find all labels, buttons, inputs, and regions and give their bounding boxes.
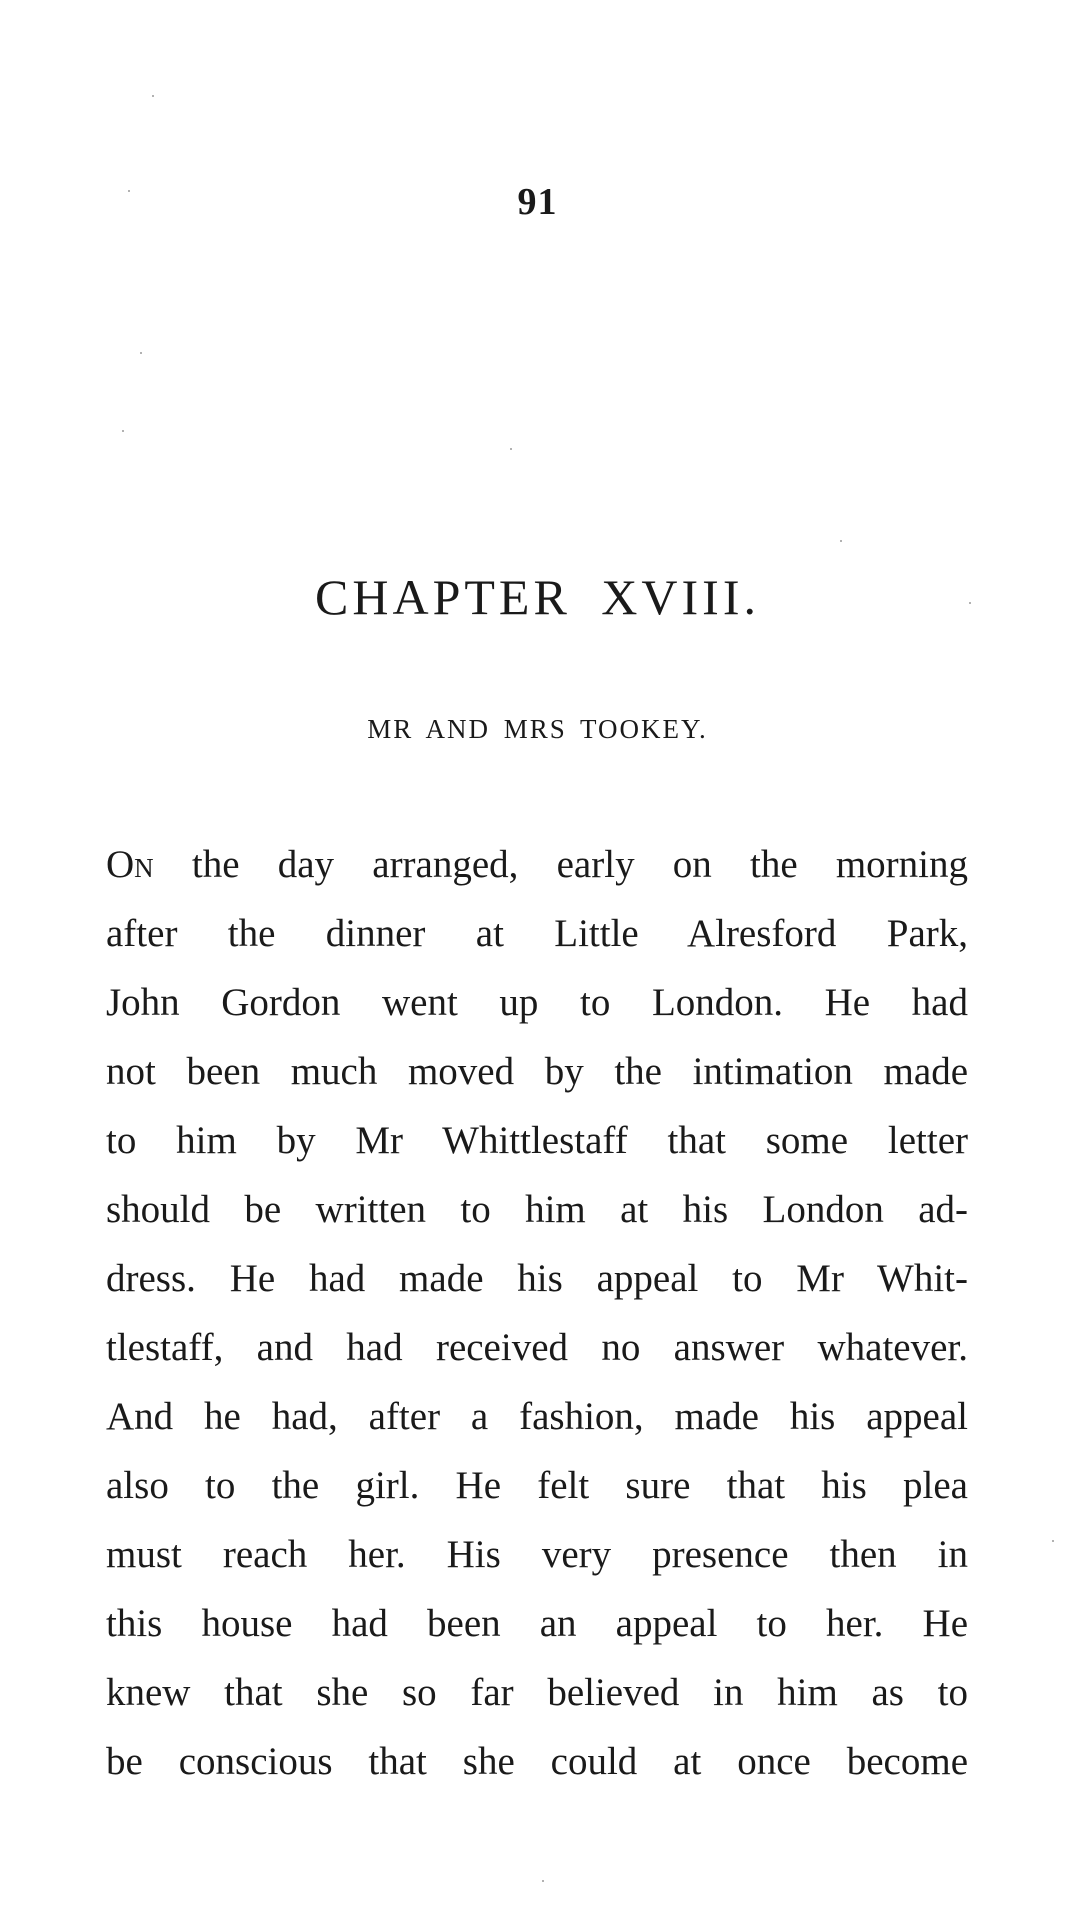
text-line: not been much moved by the intimation made xyxy=(106,1050,968,1093)
text-line: must reach her. His very presence then in xyxy=(106,1533,968,1576)
text-line: dress. He had made his appeal to Mr Whit- xyxy=(106,1257,968,1300)
text-line: John Gordon went up to London. He had xyxy=(106,981,968,1024)
page-number: 91 xyxy=(517,181,558,223)
text-line: knew that she so far believed in him as to xyxy=(106,1671,968,1714)
text-line: after the dinner at Little Alresford Park, xyxy=(106,912,968,955)
text-line: should be written to him at his London ad- xyxy=(106,1188,968,1231)
paper-speck xyxy=(122,430,124,432)
paper-speck xyxy=(128,190,130,192)
chapter-title: CHAPTER XVIII. xyxy=(315,569,760,625)
text-line xyxy=(106,830,968,899)
text-line-rest: the day arranged, early on the morning xyxy=(153,843,968,886)
text-line: this house had been an appeal to her. He xyxy=(106,1602,968,1645)
text-line: also to the girl. He felt sure that his plea xyxy=(106,1464,968,1507)
paper-speck xyxy=(152,95,154,97)
paper-speck xyxy=(542,1880,544,1882)
text-line: And he had, after a fashion, made his appeal xyxy=(106,1395,968,1438)
dropword: On xyxy=(106,843,154,886)
paper-speck xyxy=(969,602,971,604)
paper-speck xyxy=(840,540,842,542)
paper-speck xyxy=(1052,1540,1054,1542)
paper-speck xyxy=(140,352,142,354)
text-line: to him by Mr Whittlestaff that some letter xyxy=(106,1119,968,1162)
text-line: tlestaff, and had received no answer whatever. xyxy=(106,1326,968,1369)
text-line: be conscious that she could at once become xyxy=(106,1740,968,1783)
chapter-subtitle: MR AND MRS TOOKEY. xyxy=(367,714,708,744)
body-text xyxy=(106,830,968,1796)
paper-speck xyxy=(510,448,512,450)
